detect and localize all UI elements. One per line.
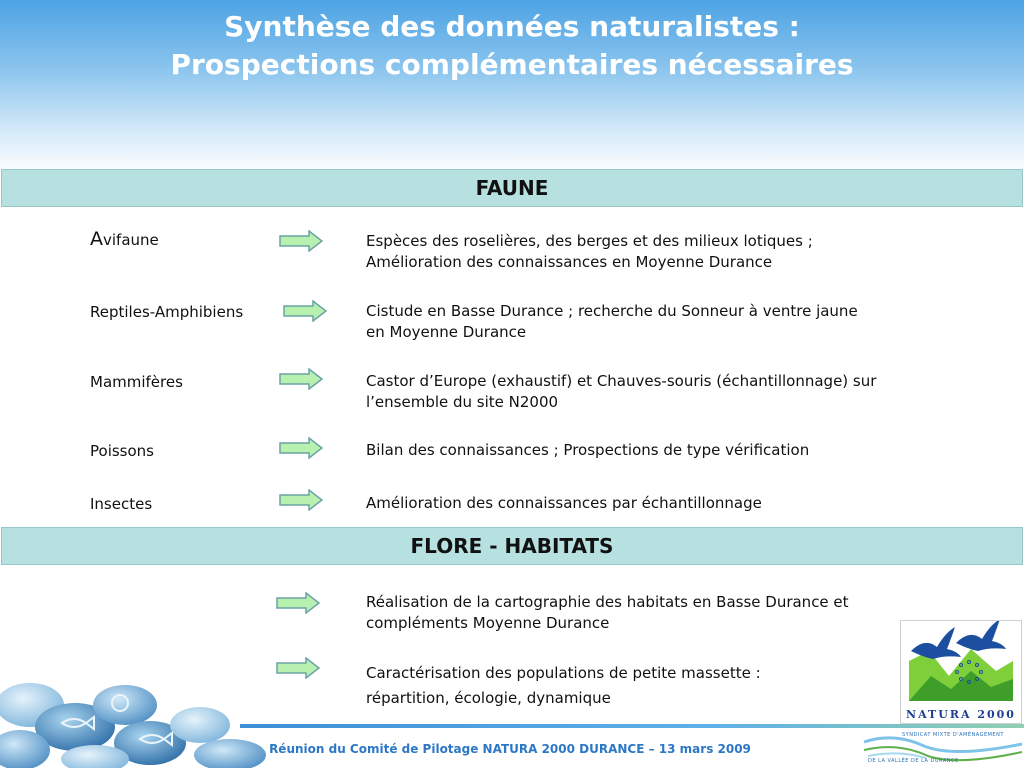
row-desc-cartographie xyxy=(366,592,906,634)
row-label-poissons: Poissons xyxy=(90,442,154,460)
arrow-right-icon xyxy=(279,489,323,511)
section-band-faune xyxy=(1,169,1023,207)
arrow-right-icon xyxy=(279,437,323,459)
arrow-right-icon xyxy=(279,230,323,252)
row-desc-avifaune xyxy=(366,231,966,273)
row-label-avifaune xyxy=(90,229,159,250)
natura-logo-graphic xyxy=(901,621,1021,707)
footer-text: Réunion du Comité de Pilotage NATURA 2000 DURANCE – 13 mars 2009 xyxy=(269,742,751,756)
desc-line: Castor d’Europe (exhaustif) et Chauves-souris (échantillonnage) sur xyxy=(366,372,877,390)
natura-2000-logo xyxy=(900,620,1022,724)
desc-line: compléments Moyenne Durance xyxy=(366,614,610,632)
title-line-2: Prospections complémentaires nécessaires xyxy=(170,48,854,81)
row-desc-poissons xyxy=(366,440,966,461)
slide-title xyxy=(0,8,1024,84)
row-label-insectes: Insectes xyxy=(90,495,153,513)
desc-line: répartition, écologie, dynamique xyxy=(366,689,611,707)
arrow-right-icon xyxy=(276,657,320,679)
row-label-mammiferes: Mammifères xyxy=(90,373,183,391)
label-initial: A xyxy=(90,228,103,250)
desc-line: Réalisation de la cartographie des habitats en Basse Durance et xyxy=(366,593,849,611)
row-label-reptiles-amphibiens: Reptiles-Amphibiens xyxy=(90,303,244,321)
section-heading-flore-habitats: FLORE - HABITATS xyxy=(410,534,614,558)
row-desc-mammiferes xyxy=(366,371,966,413)
natura-logo-text: NATURA 2000 xyxy=(906,708,1016,721)
desc-line: Bilan des connaissances ; Prospections de type vérification xyxy=(366,441,810,459)
row-desc-insectes xyxy=(366,493,966,514)
row-desc-petite-massette xyxy=(366,661,886,711)
desc-line: Amélioration des connaissances par échantillonnage xyxy=(366,494,762,512)
arrow-right-icon xyxy=(283,300,327,322)
syndicat-logo-text-top: SYNDICAT MIXTE D'AMÉNAGEMENT xyxy=(902,732,1004,738)
arrow-right-icon xyxy=(279,368,323,390)
desc-line: l’ensemble du site N2000 xyxy=(366,393,559,411)
pebbles-image xyxy=(0,655,275,768)
title-line-1: Synthèse des données naturalistes : xyxy=(224,10,800,43)
desc-line: en Moyenne Durance xyxy=(366,323,527,341)
syndicat-durance-logo xyxy=(862,728,1024,768)
arrow-right-icon xyxy=(276,592,320,614)
desc-line: Caractérisation des populations de petite massette : xyxy=(366,664,761,682)
section-heading-faune: FAUNE xyxy=(475,176,549,200)
syndicat-logo-text-bottom: DE LA VALLÉE DE LA DURANCE xyxy=(868,758,959,764)
label-rest: vifaune xyxy=(103,231,159,249)
desc-line: Cistude en Basse Durance ; recherche du Sonneur à ventre jaune xyxy=(366,302,858,320)
desc-line: Espèces des roselières, des berges et des milieux lotiques ; xyxy=(366,232,813,250)
desc-line: Amélioration des connaissances en Moyenne Durance xyxy=(366,253,773,271)
section-band-flore-habitats xyxy=(1,527,1023,565)
row-desc-reptiles-amphibiens xyxy=(366,301,966,343)
